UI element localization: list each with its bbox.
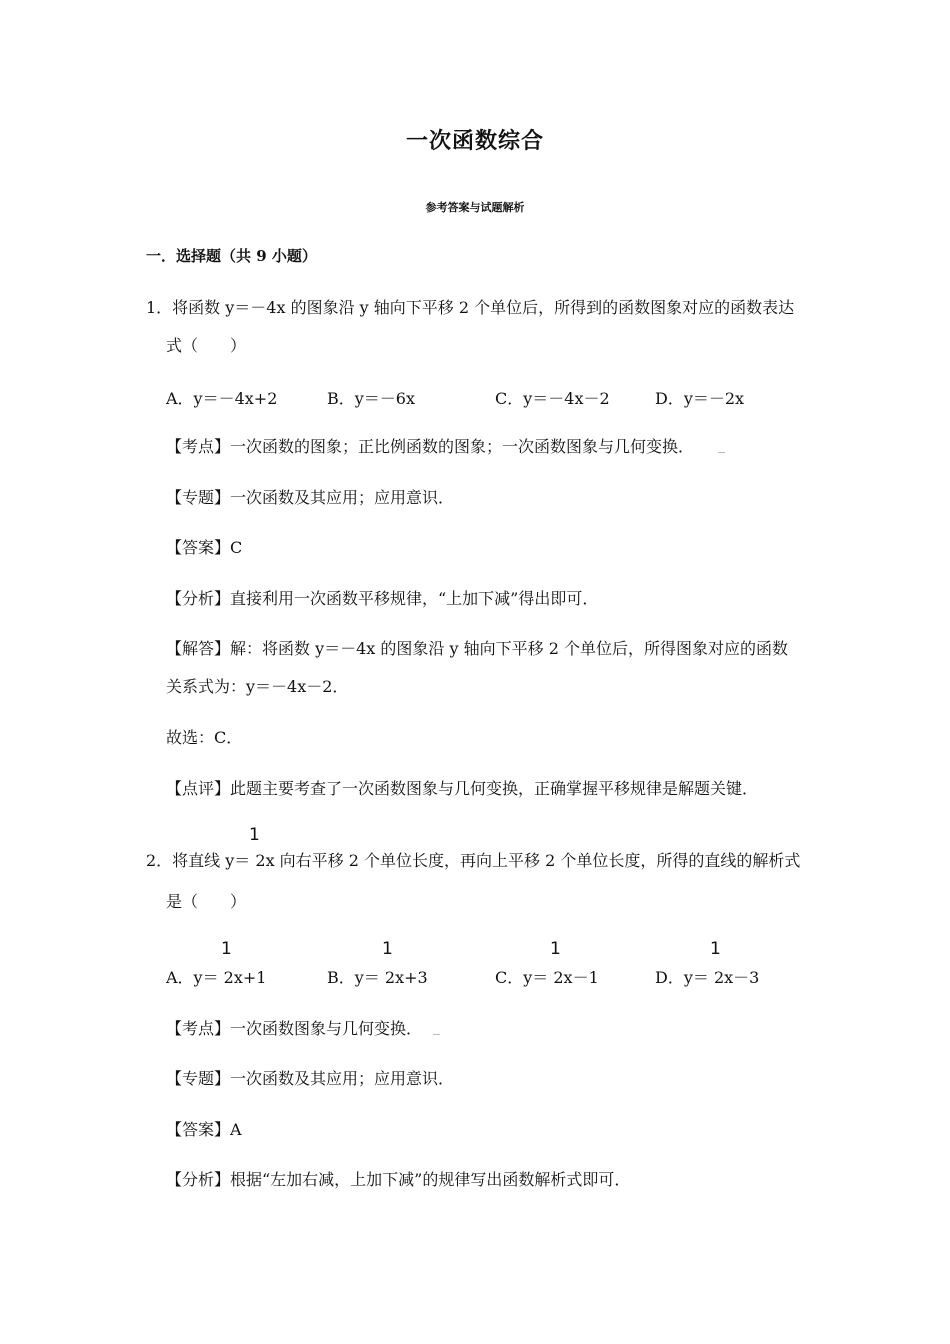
q1-guxuan: 故选：C． bbox=[166, 728, 243, 747]
q2-option-c-frac-numerator: 1 bbox=[550, 939, 561, 959]
page-subtitle: 参考答案与试题解析 bbox=[425, 201, 525, 214]
q1-jieda-line2: 关系式为：y＝－4x－2． bbox=[166, 677, 349, 696]
q1-option-c: C．y＝－4x－2 bbox=[495, 389, 610, 408]
q1-option-a: A．y＝－4x+2 bbox=[166, 389, 278, 408]
q1-answer: 【答案】C bbox=[166, 538, 243, 557]
stray-mark bbox=[718, 452, 725, 453]
q2-option-d: D．y＝ 2x－3 bbox=[655, 968, 760, 987]
stray-mark bbox=[433, 1034, 440, 1035]
q1-option-b: B．y＝－6x bbox=[327, 389, 416, 408]
q1-kaodian: 【考点】一次函数的图象；正比例函数的图象；一次函数图象与几何变换． bbox=[166, 437, 695, 456]
q1-jieda-line1: 【解答】解：将函数 y＝－4x 的图象沿 y 轴向下平移 2 个单位后，所得图象对应的函数 bbox=[166, 639, 788, 658]
q1-zhuanti: 【专题】一次函数及其应用；应用意识． bbox=[166, 488, 455, 507]
q1-option-d: D．y＝－2x bbox=[655, 389, 745, 408]
q2-zhuanti: 【专题】一次函数及其应用；应用意识． bbox=[166, 1069, 455, 1088]
q2-stem-frac-numerator: 1 bbox=[249, 825, 260, 845]
q2-stem-line1: 2．将直线 y＝ 2x 向右平移 2 个单位长度，再向上平移 2 个单位长度，所得的直线的解析式 bbox=[146, 851, 801, 870]
q1-fenxi: 【分析】直接利用一次函数平移规律，“上加下减”得出即可． bbox=[166, 589, 599, 608]
q2-option-b: B．y＝ 2x+3 bbox=[327, 968, 428, 987]
q2-kaodian: 【考点】一次函数图象与几何变换． bbox=[166, 1019, 423, 1038]
q1-dianping: 【点评】此题主要考查了一次函数图象与几何变换，正确掌握平移规律是解题关键． bbox=[166, 779, 759, 798]
q2-stem-line2: 是（ ） bbox=[166, 892, 247, 911]
section-heading: 一．选择题（共 9 小题） bbox=[146, 247, 317, 265]
q2-option-a-frac-numerator: 1 bbox=[221, 939, 232, 959]
q2-option-c: C．y＝ 2x－1 bbox=[495, 968, 599, 987]
q2-option-d-frac-numerator: 1 bbox=[710, 939, 721, 959]
q2-fenxi: 【分析】根据“左加右减，上加下减”的规律写出函数解析式即可． bbox=[166, 1170, 631, 1189]
q2-option-a: A．y＝ 2x+1 bbox=[166, 968, 267, 987]
q2-answer: 【答案】A bbox=[166, 1120, 242, 1139]
q1-stem-line1: 1．将函数 y＝－4x 的图象沿 y 轴向下平移 2 个单位后，所得到的函数图象对应的函数表达 bbox=[146, 298, 795, 317]
q2-option-b-frac-numerator: 1 bbox=[382, 939, 393, 959]
page-title: 一次函数综合 bbox=[405, 128, 544, 154]
q1-stem-line2: 式（ ） bbox=[166, 336, 247, 355]
